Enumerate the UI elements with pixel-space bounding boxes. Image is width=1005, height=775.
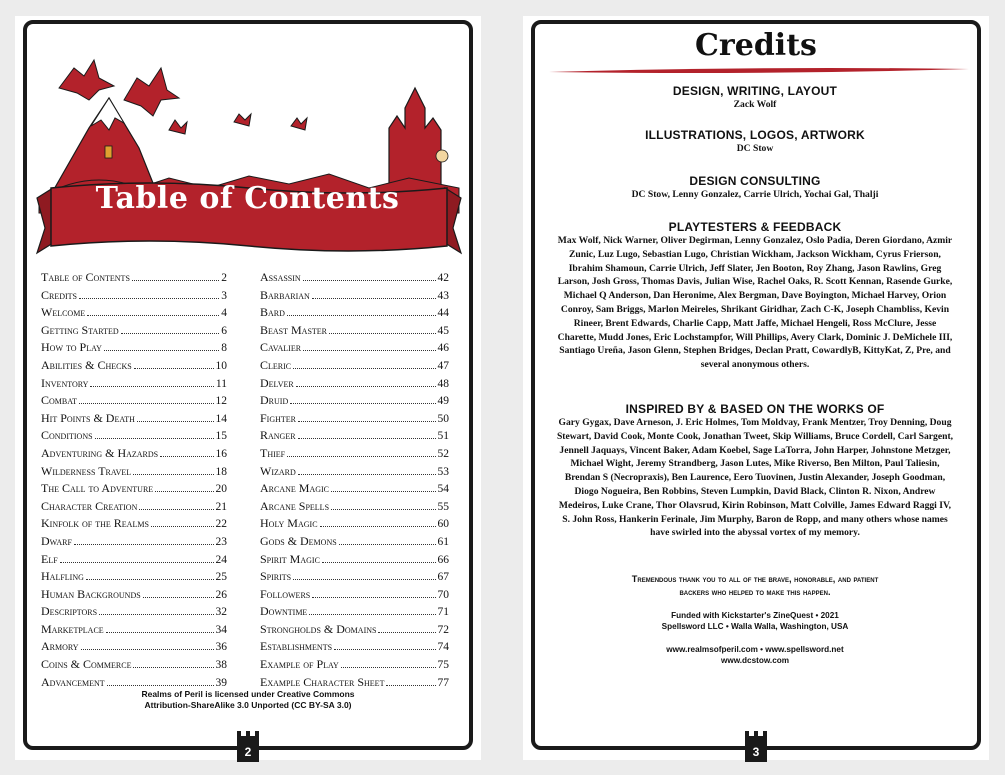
toc-entry[interactable] (260, 339, 449, 357)
toc-entry-label: Thief (260, 445, 286, 460)
toc-entry-page: 53 (437, 465, 449, 478)
toc-entry-page: 11 (215, 377, 227, 390)
toc-entry[interactable] (41, 515, 227, 533)
toc-entry-label: Abilities & Checks (41, 357, 132, 372)
toc-entry-label: The Call to Adventure (41, 481, 154, 496)
toc-leader-dots (121, 333, 220, 334)
toc-leader-dots (143, 597, 214, 598)
toc-entry-page: 21 (215, 500, 227, 513)
toc-entry[interactable] (41, 656, 227, 674)
toc-entry-page: 67 (437, 571, 449, 584)
toc-entry-label: Coins & Commerce (41, 657, 132, 672)
toc-entry-page: 48 (437, 377, 449, 390)
toc-column-2 (260, 269, 449, 691)
toc-entry-page: 66 (437, 553, 449, 566)
toc-entry[interactable] (260, 304, 449, 322)
toc-entry[interactable] (41, 269, 227, 287)
toc-leader-dots (87, 315, 219, 316)
toc-entry-label: Strongholds & Domains (260, 621, 377, 636)
toc-leader-dots (74, 544, 214, 545)
toc-entry[interactable] (41, 638, 227, 656)
toc-entry-label: Barbarian (260, 287, 310, 302)
license-line: Attribution-ShareAlike 3.0 Unported (CC BY-SA 3.0) (144, 700, 352, 710)
license-notice (75, 689, 421, 711)
toc-leader-dots (298, 438, 436, 439)
toc-column-1 (41, 269, 227, 691)
section-text: Gary Gygax, Dave Arneson, J. Eric Holmes, Tom Moldvay, Frank Mentzer, Troy Denning, Doug Stewart, David Cook, Monte Cook, Jonathan Tweet, Skip Williams, Bruce Cordell, Carl Sargent, Jennell Jaquays, Vincent Baker, Adam Koebel, Sage LaTorra, John Harper, Johnstone Metzger, Michael Wight, Jeremy Strandberg, Jason Lutes, Mike Riverso, Ben Milton, Paul Taliesin, Brendan S (Necropraxis), Ben Laurence, Eero Tuovinen, Justin Alexander, Joseph Goodman, Diogo Nogueira, Ben Robbins, Steven Lumpkin, David Black, Clinton R. Nixon, Andrew Medeiros, Luke Crane, Thor Olavsrud, Kirin Robinson, Matt Colville, James Edward Raggi IV, S. John Ross, Hankerin Ferinale, Jim Murphy, Baron de Ropp, and many others whose names have swirled into the abyssal vortex of my memory. (556, 417, 954, 539)
toc-entry[interactable] (260, 533, 449, 551)
toc-entry-label: Human Backgrounds (41, 586, 141, 601)
toc-entry[interactable] (41, 586, 227, 604)
toc-entry[interactable] (260, 621, 449, 639)
toc-entry-page: 44 (437, 307, 449, 320)
toc-entry-page: 72 (437, 623, 449, 636)
toc-entry-page: 4 (221, 307, 227, 320)
toc-leader-dots (303, 280, 436, 281)
page-title: Credits (695, 28, 817, 63)
toc-entry[interactable] (260, 480, 449, 498)
toc-entry[interactable] (260, 568, 449, 586)
toc-leader-dots (81, 649, 214, 650)
toc-entry-label: Getting Started (41, 322, 119, 337)
toc-entry[interactable] (41, 621, 227, 639)
toc-entry[interactable] (41, 427, 227, 445)
section-text: DC Stow, Lenny Gonzalez, Carrie Ulrich, Yochai Gal, Thalji (631, 189, 879, 200)
toc-entry-page: 18 (215, 465, 227, 478)
toc-entry-page: 50 (437, 412, 449, 425)
toc-entry-label: Spirits (260, 569, 292, 584)
toc-entry-label: Welcome (41, 305, 86, 320)
toc-entry-label: Credits (41, 287, 78, 302)
toc-leader-dots (133, 667, 213, 668)
toc-entry-page: 42 (437, 272, 449, 284)
toc-entry[interactable] (41, 322, 227, 340)
toc-leader-dots (79, 403, 213, 404)
toc-entry-page: 60 (437, 518, 449, 531)
toc-leader-dots (290, 403, 435, 404)
toc-page (15, 16, 481, 760)
toc-leader-dots (303, 350, 435, 351)
toc-entry-label: Dwarf (41, 533, 72, 548)
toc-leader-dots (341, 667, 436, 668)
section-heading: PLAYTESTERS & FEEDBACK (668, 220, 842, 234)
funding-line: Funded with Kickstarter's ZineQuest • 2021 (671, 611, 839, 620)
credits-section-design (555, 84, 955, 112)
toc-entry-label: Table of Contents (41, 270, 130, 284)
toc-entry-page: 15 (215, 430, 227, 443)
toc-entry[interactable] (41, 445, 227, 463)
toc-leader-dots (155, 491, 213, 492)
toc-entry[interactable] (260, 586, 449, 604)
toc-leader-dots (90, 386, 214, 387)
section-heading: INSPIRED BY & BASED ON THE WORKS OF (625, 402, 885, 416)
toc-entry-label: Conditions (41, 428, 93, 443)
toc-leader-dots (104, 350, 219, 351)
section-text: Max Wolf, Nick Warner, Oliver Degirman, Lenny Gonzalez, Oslo Padia, Deren Giordano, Azmir Zunic, Luz Lugo, Sebastian Lugo, Christian Wickham, Jackson Wickham, Cyrus Frierson, Ibrahim Shamoun, Carrie Ulrich, Jeff Slater, Jen Booton, Roy Zhang, Jason Rawlins, Greg Larson, Josh Gross, Thomas Davis, Julian Wise, Rachel Oaks, R. Scott Kennan, Rasende Gurke, Michael Q Anderson, Dan Heronime, Alex Bergman, Dave Boyington, Michael Harvey, Orion Conroy, Sam Briggs, Marlon Meireles, Shrikant Giridhar, Zach C-K, Joseph Chambliss, Kevin Rineer, Brent Edwards, Charlie Capp, Matt Jaffe, Michael Hengeli, Ross McClure, Jesse Charette, Mudd Jones, Eric Lochstampfor, Will Phillips, Avery Clark, Dominic J. DeMichele III, Santiago Ureña, Jason Glenn, Stephen Bridges, Declan Pratt, CowardlyB, KittyKat, Z, Pre, and several anonymous others. (557, 235, 953, 371)
page-number: 3 (745, 736, 767, 762)
toc-leader-dots (334, 649, 435, 650)
toc-entry[interactable] (41, 533, 227, 551)
toc-leader-dots (133, 474, 213, 475)
toc-entry[interactable] (41, 375, 227, 393)
website-links (555, 644, 955, 666)
toc-entry-page: 39 (215, 676, 227, 689)
toc-entry[interactable] (260, 463, 449, 481)
toc-entry-page: 20 (215, 483, 227, 496)
thanks-line: backers who helped to make this happen. (679, 587, 831, 597)
dragon-icon (59, 60, 114, 100)
toc-entry-label: Bard (260, 305, 285, 320)
toc-entry-label: Arcane Magic (260, 481, 330, 496)
toc-entry-label: Armory (41, 639, 79, 654)
toc-entry[interactable] (260, 357, 449, 375)
credits-section-playtesters (555, 220, 955, 372)
toc-entry-page: 71 (437, 606, 449, 619)
toc-entry-page: 51 (437, 430, 449, 443)
toc-leader-dots (287, 315, 436, 316)
toc-entry-page: 23 (215, 535, 227, 548)
website-link[interactable]: www.realmsofperil.com • www.spellsword.net (666, 645, 844, 654)
toc-entry-page: 24 (215, 553, 227, 566)
toc-leader-dots (320, 526, 436, 527)
toc-entry[interactable] (41, 392, 227, 410)
toc-entry[interactable] (260, 515, 449, 533)
toc-entry[interactable] (41, 287, 227, 305)
toc-entry-page: 3 (221, 289, 227, 302)
toc-entry[interactable] (260, 322, 449, 340)
toc-entry-page: 6 (221, 324, 227, 337)
toc-entry-page: 8 (221, 342, 227, 355)
toc-leader-dots (287, 456, 435, 457)
toc-entry-label: Wizard (260, 463, 296, 478)
toc-entry-page: 55 (437, 500, 449, 513)
toc-entry-page: 26 (215, 588, 227, 601)
toc-leader-dots (312, 298, 436, 299)
funding-line: Spellsword LLC • Walla Walla, Washington, USA (661, 622, 849, 631)
toc-entry[interactable] (260, 410, 449, 428)
credits-section-consulting (555, 174, 955, 202)
credits-section-illustrations (555, 128, 955, 156)
toc-entry-page: 54 (437, 483, 449, 496)
toc-entry-page: 10 (215, 359, 227, 372)
toc-entry-label: Elf (41, 551, 58, 566)
toc-leader-dots (309, 614, 435, 615)
toc-entry-label: Descriptors (41, 604, 98, 619)
toc-entry-label: Kinfolk of the Realms (41, 516, 149, 531)
toc-leader-dots (106, 632, 214, 633)
toc-leader-dots (134, 368, 214, 369)
toc-entry-label: Ranger (260, 428, 296, 443)
toc-leader-dots (107, 685, 214, 686)
thanks-line: Tremendous thank you to all of the brave, honorable, and patient (631, 574, 879, 584)
toc-entry-label: Cavalier (260, 340, 302, 355)
toc-leader-dots (293, 368, 435, 369)
toc-leader-dots (322, 562, 436, 563)
toc-entry[interactable] (260, 287, 449, 305)
toc-entry-page: 16 (215, 447, 227, 460)
toc-entry[interactable] (260, 392, 449, 410)
toc-entry-label: Hit Points & Death (41, 410, 135, 425)
section-heading: ILLUSTRATIONS, LOGOS, ARTWORK (645, 128, 865, 142)
toc-entry-page: 43 (437, 289, 449, 302)
toc-entry[interactable] (260, 638, 449, 656)
title-underline (549, 66, 969, 76)
thanks-note (555, 573, 955, 599)
toc-entry-label: Marketplace (41, 621, 104, 636)
toc-entry-page: 45 (437, 324, 449, 337)
toc-entry[interactable] (260, 603, 449, 621)
section-text: Zack Wolf (733, 99, 777, 110)
toc-entry-page: 47 (437, 359, 449, 372)
toc-entry[interactable] (41, 480, 227, 498)
license-line: Realms of Peril is licensed under Creative Commons (141, 689, 355, 699)
toc-leader-dots (95, 438, 214, 439)
toc-entry-page: 61 (437, 535, 449, 548)
toc-entry-label: Example of Play (260, 657, 339, 672)
toc-entry-label: Beast Master (260, 322, 328, 337)
toc-entry-page: 14 (215, 412, 227, 425)
toc-entry-label: Gods & Demons (260, 533, 337, 548)
toc-entry-label: Combat (41, 393, 78, 408)
toc-entry-page: 75 (437, 659, 449, 672)
toc-entry[interactable] (260, 445, 449, 463)
toc-leader-dots (296, 386, 436, 387)
toc-entry[interactable] (41, 568, 227, 586)
toc-entry[interactable] (260, 269, 449, 287)
toc-leader-dots (331, 509, 435, 510)
toc-entry-label: Advancement (41, 674, 105, 689)
toc-leader-dots (99, 614, 213, 615)
toc-entry[interactable] (41, 357, 227, 375)
toc-leader-dots (378, 632, 435, 633)
toc-entry-label: Spirit Magic (260, 551, 320, 566)
toc-leader-dots (386, 685, 435, 686)
toc-leader-dots (298, 474, 436, 475)
toc-entry-label: Wilderness Travel (41, 463, 132, 478)
toc-entry[interactable] (260, 375, 449, 393)
credits-page (523, 16, 989, 760)
toc-leader-dots (60, 562, 214, 563)
toc-entry-label: Establishments (260, 639, 333, 654)
toc-entry-page: 46 (437, 342, 449, 355)
toc-entry-label: Fighter (260, 410, 297, 425)
section-heading: DESIGN, WRITING, LAYOUT (672, 84, 838, 98)
dragon-icon (124, 68, 179, 116)
toc-entry-page: 34 (215, 623, 227, 636)
toc-entry[interactable] (41, 339, 227, 357)
funding-info (555, 610, 955, 632)
toc-entry-page: 25 (215, 571, 227, 584)
toc-entry-label: How to Play (41, 340, 102, 355)
toc-entry-page: 2 (221, 272, 227, 284)
toc-leader-dots (339, 544, 436, 545)
toc-leader-dots (132, 280, 219, 281)
toc-entry[interactable] (260, 656, 449, 674)
toc-entry-label: Cleric (260, 357, 292, 372)
credits-section-inspired (555, 402, 955, 540)
section-text: DC Stow (736, 143, 774, 154)
toc-leader-dots (86, 579, 214, 580)
toc-leader-dots (298, 421, 435, 422)
toc-leader-dots (329, 333, 435, 334)
toc-entry-label: Delver (260, 375, 294, 390)
toc-entry-page: 74 (437, 641, 449, 654)
toc-entry-page: 36 (215, 641, 227, 654)
toc-leader-dots (160, 456, 213, 457)
toc-entry-page: 32 (215, 606, 227, 619)
toc-leader-dots (293, 579, 435, 580)
toc-entry-page: 52 (437, 447, 449, 460)
toc-entry[interactable] (41, 498, 227, 516)
toc-entry-label: Downtime (260, 604, 308, 619)
website-link[interactable]: www.dcstow.com (720, 656, 790, 665)
toc-entry-label: Character Creation (41, 498, 138, 513)
toc-leader-dots (139, 509, 213, 510)
toc-entry-label: Halfling (41, 569, 84, 584)
toc-entry-label: Arcane Spells (260, 498, 330, 513)
toc-entry-page: 77 (437, 676, 449, 689)
toc-leader-dots (331, 491, 435, 492)
page-number: 2 (237, 736, 259, 762)
toc-entry[interactable] (41, 551, 227, 569)
toc-entry[interactable] (41, 603, 227, 621)
toc-entry[interactable] (260, 498, 449, 516)
banner-title: Table of Contents (95, 181, 400, 216)
toc-entry[interactable] (260, 551, 449, 569)
toc-entry[interactable] (41, 410, 227, 428)
toc-leader-dots (151, 526, 214, 527)
toc-entry-page: 38 (215, 659, 227, 672)
toc-entry-label: Inventory (41, 375, 89, 390)
toc-entry-label: Followers (260, 586, 311, 601)
toc-entry-label: Holy Magic (260, 516, 318, 531)
toc-entry-page: 12 (215, 395, 227, 408)
toc-entry-label: Example Character Sheet (260, 674, 385, 689)
toc-entry-label: Assassin (260, 270, 301, 284)
toc-leader-dots (312, 597, 435, 598)
toc-entry-label: Adventuring & Hazards (41, 445, 159, 460)
toc-entry-page: 22 (215, 518, 227, 531)
toc-entry-page: 70 (437, 588, 449, 601)
toc-entry-label: Druid (260, 393, 289, 408)
banner-illustration (29, 38, 469, 278)
toc-entry[interactable] (41, 304, 227, 322)
toc-leader-dots (137, 421, 214, 422)
toc-leader-dots (79, 298, 219, 299)
toc-entry[interactable] (41, 463, 227, 481)
section-heading: DESIGN CONSULTING (689, 174, 821, 188)
toc-entry-page: 49 (437, 395, 449, 408)
toc-entry[interactable] (260, 427, 449, 445)
